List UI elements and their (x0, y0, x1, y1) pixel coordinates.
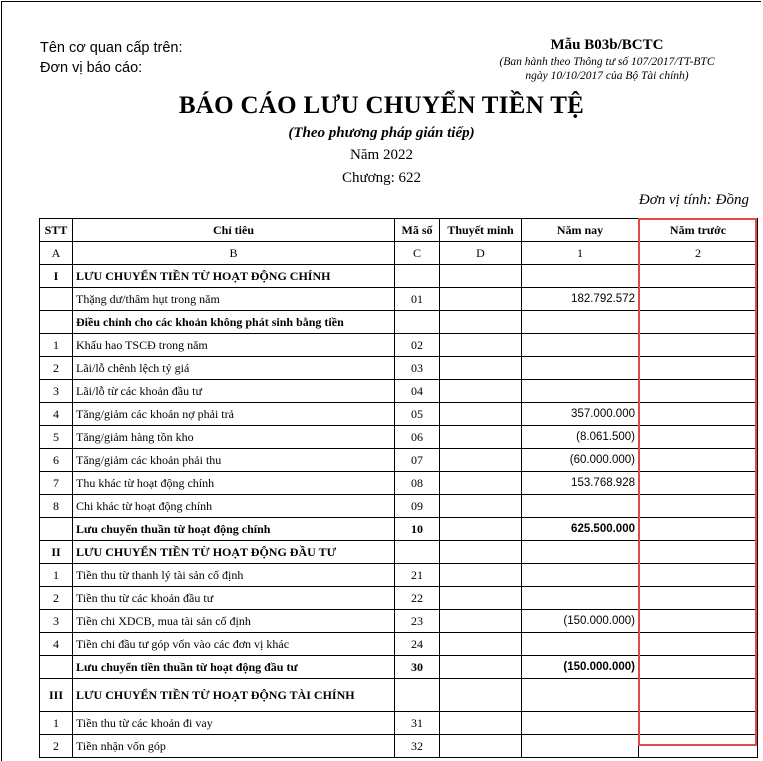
cell-note (440, 334, 522, 357)
cell-previous (639, 449, 758, 472)
cell-current (522, 679, 639, 712)
cell-stt: 3 (40, 380, 73, 403)
subheader-code: C (395, 242, 440, 265)
cell-stt: 2 (40, 735, 73, 758)
table-row (40, 564, 758, 587)
cell-note (440, 656, 522, 679)
cell-stt: 5 (40, 426, 73, 449)
cell-label: LƯU CHUYỂN TIỀN TỪ HOẠT ĐỘNG CHÍNH (73, 265, 395, 288)
cell-code: 08 (395, 472, 440, 495)
cell-note (440, 679, 522, 712)
cash-flow-table (39, 218, 758, 758)
subheader-current: 1 (522, 242, 639, 265)
header-row (40, 219, 758, 242)
cell-note (440, 311, 522, 334)
cell-note (440, 564, 522, 587)
table-row (40, 518, 758, 541)
table-row (40, 449, 758, 472)
cell-label: Tiền chi đầu tư góp vốn vào các đơn vị khác (73, 633, 395, 656)
table-row (40, 712, 758, 735)
cell-current (522, 495, 639, 518)
report-chapter: Chương: 622 (342, 170, 421, 186)
cell-current (522, 334, 639, 357)
cell-code (395, 679, 440, 712)
title-block (0, 90, 763, 190)
cell-stt: 1 (40, 712, 73, 735)
cell-code: 02 (395, 334, 440, 357)
table-row (40, 403, 758, 426)
cell-note (440, 518, 522, 541)
cell-code: 30 (395, 656, 440, 679)
cell-current (522, 712, 639, 735)
table-row (40, 541, 758, 564)
cell-label: Tiền thu từ thanh lý tài sản cố định (73, 564, 395, 587)
cell-previous (639, 472, 758, 495)
cell-stt: 3 (40, 610, 73, 633)
cell-previous (639, 380, 758, 403)
cell-stt: 4 (40, 633, 73, 656)
cell-code: 07 (395, 449, 440, 472)
cell-current: (60.000.000) (522, 449, 639, 472)
cell-label: Tiền thu từ các khoản đi vay (73, 712, 395, 735)
form-note-1: (Ban hành theo Thông tư số 107/2017/TT-BTC (499, 56, 715, 68)
cell-code: 05 (395, 403, 440, 426)
cell-previous (639, 735, 758, 758)
cell-code: 32 (395, 735, 440, 758)
cell-current: 625.500.000 (522, 518, 639, 541)
cell-previous (639, 518, 758, 541)
cell-current (522, 357, 639, 380)
cell-code: 23 (395, 610, 440, 633)
cell-code (395, 265, 440, 288)
cell-label: Tăng/giảm các khoản phải thu (73, 449, 395, 472)
cell-label: Điều chỉnh cho các khoản không phát sinh bằng tiền (73, 311, 395, 334)
col-header-stt: STT (40, 219, 73, 242)
cell-stt: 2 (40, 587, 73, 610)
cell-stt: 2 (40, 357, 73, 380)
cell-previous (639, 587, 758, 610)
cell-current: (150.000.000) (522, 656, 639, 679)
cell-label: LƯU CHUYỂN TIỀN TỪ HOẠT ĐỘNG ĐẦU TƯ (73, 541, 395, 564)
cell-current (522, 265, 639, 288)
cell-note (440, 449, 522, 472)
cell-code: 06 (395, 426, 440, 449)
cell-previous (639, 403, 758, 426)
cell-previous (639, 679, 758, 712)
header-left (40, 38, 183, 78)
cell-code (395, 541, 440, 564)
table-row (40, 426, 758, 449)
subheader-stt: A (40, 242, 73, 265)
cell-label: Lãi/lỗ chênh lệch tỷ giá (73, 357, 395, 380)
cell-current (522, 541, 639, 564)
table-row (40, 587, 758, 610)
reporting-unit-line (40, 58, 183, 78)
cell-label: Khấu hao TSCĐ trong năm (73, 334, 395, 357)
cell-stt (40, 656, 73, 679)
cell-current (522, 735, 639, 758)
cell-note (440, 265, 522, 288)
cell-code: 03 (395, 357, 440, 380)
cell-previous (639, 311, 758, 334)
table-row (40, 633, 758, 656)
cell-code: 09 (395, 495, 440, 518)
cell-note (440, 610, 522, 633)
cell-code: 31 (395, 712, 440, 735)
cell-stt: 1 (40, 334, 73, 357)
cell-previous (639, 426, 758, 449)
currency-unit: Đơn vị tính: Đồng (638, 192, 749, 208)
subheader-item: B (73, 242, 395, 265)
cell-stt: II (40, 541, 73, 564)
col-header-note: Thuyết minh (440, 219, 522, 242)
cell-label: Tăng/giảm hàng tồn kho (73, 426, 395, 449)
cell-note (440, 587, 522, 610)
table-row (40, 679, 758, 712)
cell-label: Tiền nhận vốn góp (73, 735, 395, 758)
cell-previous (639, 712, 758, 735)
cell-label: Thu khác từ hoạt động chính (73, 472, 395, 495)
cell-stt: III (40, 679, 73, 712)
cell-stt: 6 (40, 449, 73, 472)
cell-stt: 7 (40, 472, 73, 495)
table-row (40, 288, 758, 311)
cell-label: LƯU CHUYỂN TIỀN TỪ HOẠT ĐỘNG TÀI CHÍNH (73, 679, 395, 712)
cell-code: 24 (395, 633, 440, 656)
cell-label: Lãi/lỗ từ các khoản đầu tư (73, 380, 395, 403)
cell-previous (639, 288, 758, 311)
cell-code: 10 (395, 518, 440, 541)
cell-current: 153.768.928 (522, 472, 639, 495)
cell-note (440, 735, 522, 758)
cell-stt: I (40, 265, 73, 288)
cell-code (395, 311, 440, 334)
cell-previous (639, 656, 758, 679)
cell-current (522, 587, 639, 610)
cell-current: (150.000.000) (522, 610, 639, 633)
cell-note (440, 495, 522, 518)
cell-note (440, 357, 522, 380)
form-code: Mẫu B03b/BCTC (550, 37, 664, 53)
cell-code: 04 (395, 380, 440, 403)
table-row (40, 357, 758, 380)
cell-note (440, 426, 522, 449)
cell-previous (639, 541, 758, 564)
table-row (40, 311, 758, 334)
report-subtitle: (Theo phương pháp gián tiếp) (288, 125, 475, 141)
cell-note (440, 633, 522, 656)
table-row (40, 610, 758, 633)
report-year: Năm 2022 (350, 147, 413, 163)
table-row (40, 656, 758, 679)
cell-stt: 1 (40, 564, 73, 587)
cell-note (440, 403, 522, 426)
form-note-2: ngày 10/10/2017 của Bộ Tài chính) (525, 70, 689, 82)
subheader-previous: 2 (639, 242, 758, 265)
cell-current: 357.000.000 (522, 403, 639, 426)
table-body (40, 265, 758, 758)
table-row (40, 495, 758, 518)
agency-label: Tên cơ quan cấp trên: (40, 40, 183, 56)
cell-label: Lưu chuyển tiền thuần từ hoạt động đầu tư (73, 656, 395, 679)
cell-current: 182.792.572 (522, 288, 639, 311)
cell-previous (639, 357, 758, 380)
cell-code: 22 (395, 587, 440, 610)
cell-note (440, 288, 522, 311)
cell-note (440, 712, 522, 735)
cell-stt (40, 288, 73, 311)
cell-note (440, 541, 522, 564)
cell-note (440, 472, 522, 495)
cell-stt: 4 (40, 403, 73, 426)
cell-code: 21 (395, 564, 440, 587)
cell-label: Tiền thu từ các khoản đầu tư (73, 587, 395, 610)
cell-label: Tiền chi XDCB, mua tài sản cố định (73, 610, 395, 633)
cell-current (522, 564, 639, 587)
report-title: BÁO CÁO LƯU CHUYỂN TIỀN TỆ (178, 92, 585, 119)
cell-previous (639, 610, 758, 633)
cell-code: 01 (395, 288, 440, 311)
cell-stt: 8 (40, 495, 73, 518)
table-row (40, 265, 758, 288)
cell-note (440, 380, 522, 403)
cell-stt (40, 518, 73, 541)
unit-label: Đơn vị báo cáo: (40, 60, 143, 76)
form-info (470, 36, 744, 83)
table-row (40, 380, 758, 403)
table-row (40, 334, 758, 357)
cell-current (522, 633, 639, 656)
cell-current (522, 311, 639, 334)
cell-previous (639, 495, 758, 518)
cell-current: (8.061.500) (522, 426, 639, 449)
cell-previous (639, 564, 758, 587)
cell-current (522, 380, 639, 403)
cell-previous (639, 334, 758, 357)
col-header-item: Chỉ tiêu (73, 219, 395, 242)
cell-label: Tăng/giảm các khoản nợ phải trả (73, 403, 395, 426)
col-header-previous-year: Năm trước (639, 219, 758, 242)
cell-stt (40, 311, 73, 334)
cell-label: Thặng dư/thâm hụt trong năm (73, 288, 395, 311)
col-header-code: Mã số (395, 219, 440, 242)
table-row (40, 472, 758, 495)
table-row (40, 735, 758, 758)
cell-previous (639, 633, 758, 656)
cell-label: Lưu chuyển thuần từ hoạt động chính (73, 518, 395, 541)
cell-previous (639, 265, 758, 288)
subheader-note: D (440, 242, 522, 265)
subheader-row (40, 242, 758, 265)
col-header-current-year: Năm nay (522, 219, 639, 242)
cell-label: Chi khác từ hoạt động chính (73, 495, 395, 518)
